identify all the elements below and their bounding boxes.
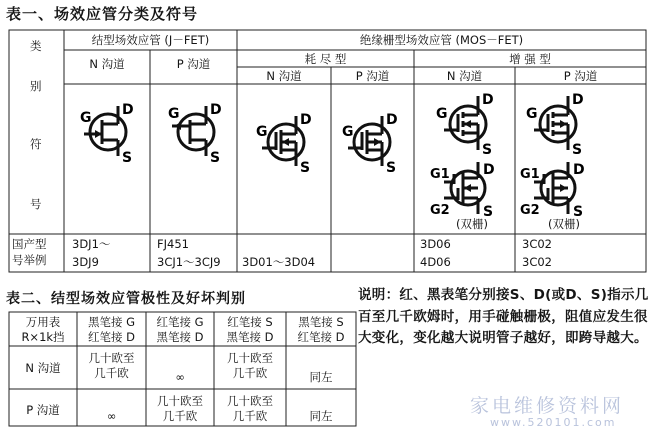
enhancement-header: 增 强 型 — [509, 52, 551, 66]
t2-row-p-label: P 沟道 — [26, 403, 60, 417]
t2-p-c3a: 几十欧至 — [227, 394, 273, 408]
table1-title: 表一、场效应管分类及符号 — [6, 5, 199, 23]
svg-text:G2: G2 — [430, 203, 450, 218]
t2-n-c4: 同左 — [309, 370, 333, 384]
t2-header-1a: 黑笔接 G — [87, 315, 136, 329]
jfet-n-header: N 沟道 — [89, 57, 125, 71]
enh-p-header: P 沟道 — [563, 69, 598, 83]
svg-text:G: G — [342, 124, 354, 140]
enh-n-header: N 沟道 — [446, 69, 483, 83]
symbol-label-2: 号 — [30, 197, 42, 211]
svg-text:G1: G1 — [520, 167, 540, 182]
svg-text:G2: G2 — [520, 203, 540, 218]
enh-p-symbol — [522, 88, 594, 158]
svg-text:G: G — [436, 106, 448, 122]
t2-n-c1b: 几千欧 — [94, 366, 129, 380]
t2-row-n-label: N 沟道 — [25, 361, 61, 375]
svg-text:D: D — [483, 162, 495, 178]
enh-p-model-1: 3C02 — [522, 237, 552, 251]
t2-n-c1a: 几十欧至 — [88, 351, 135, 365]
jfet-n-symbol — [72, 96, 146, 170]
jfet-n-model-2: 3DJ9 — [72, 255, 99, 269]
t2-p-c3b: 几千欧 — [232, 409, 268, 423]
t2-header-2a: 红笔接 G — [156, 315, 204, 329]
pin-s: S — [122, 150, 133, 166]
t2-header-2b: 黑笔接 D — [156, 330, 204, 344]
t2-p-c2b: 几千欧 — [162, 409, 198, 423]
svg-text:D: D — [210, 102, 222, 118]
t2-corner-1: 万用表 — [25, 315, 61, 329]
t2-p-c1: ∞ — [106, 409, 117, 423]
category-label-2: 别 — [30, 79, 42, 93]
svg-text:D: D — [386, 112, 398, 128]
svg-text:S: S — [482, 142, 493, 158]
mosfet-header: 绝缘栅型场效应管 (MOS－FET) — [359, 33, 524, 47]
svg-text:S: S — [386, 160, 397, 176]
enh-n-symbol — [432, 88, 504, 158]
pin-g: G — [80, 110, 92, 126]
jfet-p-symbol — [160, 96, 234, 170]
enh-p-dual-gate-symbol — [520, 158, 594, 218]
jfet-header: 结型场效应管 (J－FET) — [91, 33, 210, 47]
svg-text:D: D — [573, 162, 585, 178]
t2-header-4a: 黑笔接 S — [298, 315, 344, 329]
t2-n-c3b: 几千欧 — [232, 366, 268, 380]
models-label-2: 号举例 — [12, 253, 47, 267]
svg-text:S: S — [210, 150, 221, 166]
t2-n-c2: ∞ — [175, 370, 185, 384]
jfet-p-model-1: FJ451 — [157, 237, 189, 251]
jfet-p-model-2: 3CJ1～3CJ9 — [157, 255, 221, 269]
symbol-label-1: 符 — [30, 137, 42, 151]
svg-text:D: D — [482, 92, 494, 108]
dep-n-symbol — [250, 106, 324, 180]
svg-text:D: D — [300, 112, 312, 128]
enh-n-model-2: 4D06 — [420, 255, 451, 269]
enh-n-model-1: 3D06 — [420, 237, 451, 251]
enh-n-dual-gate-symbol — [430, 158, 504, 218]
svg-text:G: G — [526, 106, 538, 122]
t2-header-1b: 红笔接 D — [87, 330, 135, 344]
svg-text:S: S — [573, 204, 584, 218]
pin-d: D — [122, 102, 134, 118]
svg-text:S: S — [483, 204, 494, 218]
enh-p-model-2: 3C02 — [522, 255, 552, 269]
watermark-text: 家电维修资料网 — [470, 395, 625, 417]
note-text: 说明：红、黑表笔分别接S、D(或D、S)指示几百至几千欧姆时，用手碰触栅极，阻值应发生很大变化，变化越大说明管子越好，即跨导越大。 — [358, 287, 649, 346]
svg-text:G: G — [256, 124, 268, 140]
svg-text:G1: G1 — [430, 167, 450, 182]
t2-header-4b: 红笔接 D — [297, 330, 345, 344]
t2-header-3b: 黑笔接 D — [226, 330, 274, 344]
models-label-1: 国产型 — [12, 237, 47, 251]
table2-title: 表二、结型场效应管极性及好坏判别 — [6, 291, 246, 307]
dep-n-header: N 沟道 — [266, 69, 302, 83]
t2-n-c3a: 几十欧至 — [227, 351, 273, 365]
category-label-1: 类 — [30, 39, 42, 53]
t2-p-c4: 同左 — [309, 409, 333, 423]
depletion-header: 耗 尽 型 — [304, 52, 347, 66]
jfet-n-model-1: 3DJ1～ — [72, 237, 111, 251]
dep-n-model: 3D01～3D04 — [242, 255, 316, 269]
svg-text:D: D — [572, 92, 584, 108]
t2-header-3a: 红笔接 S — [227, 315, 273, 329]
dep-p-symbol — [336, 106, 410, 180]
dep-p-header: P 沟道 — [355, 69, 390, 83]
jfet-p-header: P 沟道 — [176, 57, 211, 71]
t2-corner-2: R×1k挡 — [21, 330, 65, 344]
dual-gate-n-label: (双栅) — [456, 217, 488, 231]
dual-gate-p-label: (双栅) — [548, 217, 580, 231]
watermark-url: www.520101.com — [490, 416, 617, 429]
svg-text:S: S — [572, 142, 583, 158]
svg-text:G: G — [168, 106, 180, 122]
t2-p-c2a: 几十欧至 — [157, 394, 203, 408]
svg-text:S: S — [300, 160, 311, 176]
